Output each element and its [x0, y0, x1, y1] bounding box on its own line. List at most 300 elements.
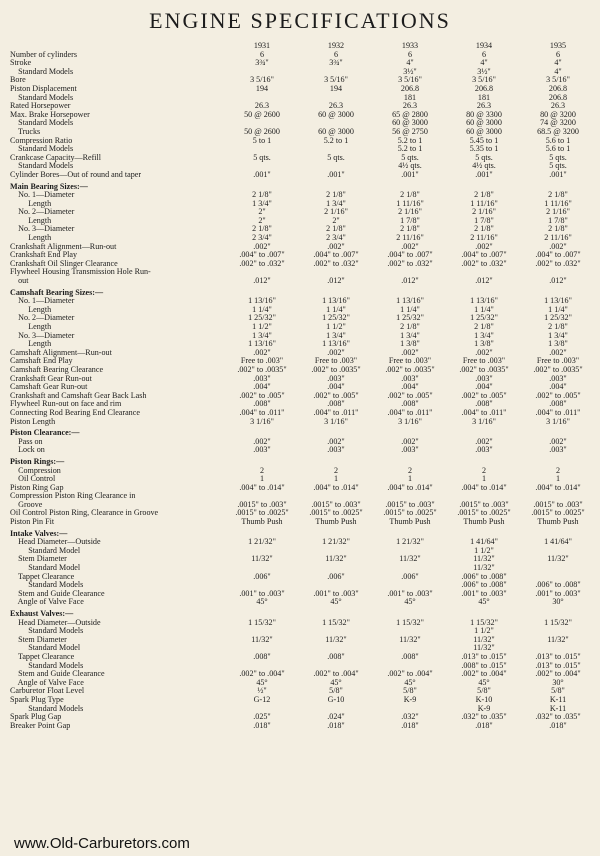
spec-row: [10, 277, 595, 286]
spec-label: Head Diameter—Outside: [10, 538, 101, 547]
spec-value: 5.45 to 1: [469, 136, 499, 145]
spec-value: .032" to .035": [535, 713, 581, 722]
spec-value: 45°: [404, 598, 416, 607]
spec-row: [10, 162, 595, 171]
spec-value: 5/8": [551, 687, 565, 696]
spec-value: [373, 458, 447, 467]
spec-row: [10, 217, 595, 226]
spec-value: 3¾": [255, 59, 269, 68]
spec-value: .032" to .035": [461, 713, 507, 722]
spec-value: 1 3/4": [252, 199, 272, 208]
spec-value: 5/8": [477, 687, 491, 696]
spec-value: 1 1/2": [326, 323, 346, 331]
spec-value: 1 3/4": [400, 331, 420, 340]
spec-row: [10, 200, 595, 209]
spec-value: [521, 458, 595, 467]
spec-row: [10, 59, 595, 68]
spec-value: .002" to .004": [239, 670, 285, 679]
spec-row: [10, 653, 595, 662]
spec-value: .018": [253, 721, 271, 730]
spec-value: 11/32": [473, 555, 495, 564]
spec-value: G-10: [327, 695, 345, 704]
spec-value: .008": [475, 400, 493, 409]
spec-value: 1: [555, 475, 561, 484]
spec-value: 3 5/16": [398, 76, 422, 85]
spec-value: 30°: [552, 598, 564, 607]
spec-label: Main Bearing Sizes:—: [10, 182, 88, 191]
spec-table: [10, 42, 595, 730]
spec-value: [299, 662, 373, 671]
spec-value: .002": [401, 437, 419, 446]
spec-row: [10, 590, 595, 599]
spec-label: No. 3—Diameter: [10, 331, 75, 340]
spec-label: No. 2—Diameter: [10, 314, 75, 323]
spec-value: .006" to .008": [461, 581, 507, 590]
spec-value: .002" to .004": [461, 670, 507, 679]
spec-label: out: [10, 277, 29, 286]
spec-row: [10, 670, 595, 679]
spec-label: Piston Displacement: [10, 84, 77, 93]
spec-value: [373, 662, 447, 671]
spec-value: .013" to .015": [535, 652, 581, 661]
spec-label: Breaker Point Gap: [10, 721, 71, 730]
spec-value: .003": [475, 446, 493, 455]
spec-value: 4½ qts.: [472, 162, 496, 171]
spec-value: 5 qts.: [549, 162, 567, 171]
spec-value: .012": [475, 277, 493, 286]
spec-value: 5 qts.: [475, 153, 493, 162]
spec-value: [225, 183, 299, 192]
spec-row: [10, 418, 595, 427]
spec-value: ½": [257, 687, 267, 696]
spec-value: 4": [480, 59, 488, 68]
spec-value: 2 1/8": [326, 191, 346, 200]
spec-value: 3 1/16": [324, 417, 348, 426]
spec-value: 2 3/4": [252, 234, 272, 243]
spec-value: [521, 627, 595, 636]
spec-value: 2": [258, 208, 266, 217]
spec-value: .002": [327, 348, 345, 357]
spec-row: [10, 357, 595, 366]
spec-value: .002" to .032": [313, 259, 359, 268]
spec-value: Thumb Push: [389, 518, 431, 527]
spec-value: 3 5/16": [472, 76, 496, 85]
spec-row: [10, 446, 595, 455]
spec-value: 6: [333, 50, 339, 59]
spec-value: [225, 610, 299, 619]
spec-value: 5 qts.: [327, 153, 345, 162]
spec-value: .004": [401, 383, 419, 392]
spec-value: [299, 289, 373, 298]
spec-label: Length: [10, 234, 52, 243]
spec-value: 181: [403, 93, 417, 102]
spec-label: Camshaft Gear Run-out: [10, 383, 88, 392]
spec-value: 2 1/8": [548, 323, 568, 331]
spec-label: Oil Control Piston Ring, Clearance in Groove: [10, 509, 159, 518]
spec-label: Piston Length: [10, 417, 56, 426]
spec-row: [10, 366, 595, 375]
spec-label: Stem and Guide Clearance: [10, 670, 105, 679]
spec-value: 50 @ 2600: [244, 127, 280, 136]
spec-value: 2: [481, 466, 487, 475]
spec-value: 1 3/4": [326, 199, 346, 208]
spec-value: .002" to .005": [239, 391, 285, 400]
spec-value: 2 1/16": [546, 208, 570, 217]
spec-value: [373, 183, 447, 192]
spec-rows: [10, 51, 595, 731]
spec-label: Rated Horsepower: [10, 102, 71, 111]
spec-value: .002" to .005": [535, 391, 581, 400]
spec-label: Piston Rings:—: [10, 457, 65, 466]
spec-value: 1 3/4": [474, 331, 494, 340]
spec-value: .002" to .032": [535, 259, 581, 268]
spec-value: 2 1/8": [400, 191, 420, 200]
spec-value: 1 3/4": [252, 331, 272, 340]
spec-value: .008": [253, 652, 271, 661]
spec-value: [299, 268, 373, 277]
spec-value: 26.3: [476, 102, 492, 111]
spec-row: [10, 555, 595, 564]
spec-label: Standard Models: [10, 67, 74, 76]
spec-row: [10, 644, 595, 653]
spec-value: .001": [401, 170, 419, 179]
spec-label: Trucks: [10, 127, 41, 136]
spec-value: [299, 564, 373, 573]
spec-value: .025": [253, 713, 271, 722]
spec-value: .001" to .003": [239, 589, 285, 598]
page-title: ENGINE SPECIFICATIONS: [149, 8, 451, 33]
spec-value: 3¾": [329, 59, 343, 68]
spec-value: 2 1/8": [400, 323, 420, 331]
footer-url: www.Old-Carburetors.com: [14, 835, 190, 852]
spec-value: [225, 627, 299, 636]
spec-value: [225, 547, 299, 556]
spec-label: Standard Models: [10, 162, 74, 171]
spec-row: [10, 76, 595, 85]
spec-row: [10, 154, 595, 163]
spec-value: [521, 268, 595, 277]
spec-value: 2 1/8": [474, 191, 494, 200]
spec-value: 1 15/32": [396, 618, 424, 627]
spec-value: 3 1/16": [546, 417, 570, 426]
spec-value: 45°: [404, 678, 416, 687]
spec-value: .002": [475, 348, 493, 357]
section-header-row: [10, 429, 595, 438]
spec-row: [10, 705, 595, 714]
spec-value: 56 @ 2750: [392, 127, 428, 136]
spec-value: 1 7/8": [400, 216, 420, 225]
spec-row: [10, 581, 595, 590]
spec-value: 1 11/16": [470, 199, 498, 208]
spec-value: [225, 145, 299, 154]
spec-row: [10, 619, 595, 628]
spec-value: 65 @ 2800: [392, 110, 428, 119]
spec-label: Tappet Clearance: [10, 572, 75, 581]
spec-value: .002": [401, 242, 419, 251]
spec-value: K-10: [475, 695, 493, 704]
spec-value: 1 15/32": [544, 618, 572, 627]
spec-value: [225, 530, 299, 539]
spec-value: 2 1/16": [324, 208, 348, 217]
spec-value: .008": [327, 652, 345, 661]
spec-value: .004" to .007": [535, 251, 581, 260]
spec-label: No. 2—Diameter: [10, 208, 75, 217]
spec-value: .002" to .004": [387, 670, 433, 679]
spec-value: 3 1/16": [398, 417, 422, 426]
spec-label: Cylinder Bores—Out of round and taper: [10, 170, 142, 179]
spec-value: .0015" to .0025": [383, 509, 437, 518]
spec-value: .002" to .005": [313, 391, 359, 400]
spec-value: .002" to .032": [239, 259, 285, 268]
spec-row: [10, 85, 595, 94]
spec-value: Free to .003": [462, 357, 506, 366]
spec-value: .012": [549, 277, 567, 286]
spec-label: Standard Model: [10, 644, 81, 653]
spec-value: 26.3: [328, 102, 344, 111]
spec-value: [447, 183, 521, 192]
spec-value: .0015" to .003": [237, 500, 287, 509]
spec-value: .024": [327, 713, 345, 722]
spec-value: [299, 610, 373, 619]
spec-value: [225, 94, 299, 103]
spec-value: .012": [401, 277, 419, 286]
spec-value: 3 5/16": [324, 76, 348, 85]
spec-value: 4": [406, 59, 414, 68]
spec-value: 5.6 to 1: [545, 136, 571, 145]
spec-row: [10, 375, 595, 384]
spec-value: 2 1/8": [474, 323, 494, 331]
spec-value: G-12: [253, 695, 271, 704]
spec-value: [521, 644, 595, 653]
spec-value: [521, 610, 595, 619]
spec-value: Thumb Push: [537, 518, 579, 527]
spec-value: 45°: [256, 598, 268, 607]
spec-label: Angle of Valve Face: [10, 678, 84, 687]
spec-value: 1 1/2": [252, 323, 272, 331]
spec-value: 1 3/8": [474, 340, 494, 349]
spec-value: 45°: [478, 678, 490, 687]
spec-value: [299, 162, 373, 171]
spec-value: [447, 458, 521, 467]
spec-row: [10, 102, 595, 111]
spec-value: [299, 145, 373, 154]
spec-value: 1 25/32": [248, 314, 276, 323]
spec-value: 11/32": [473, 644, 495, 653]
spec-value: 2: [555, 466, 561, 475]
spec-value: 6: [555, 50, 561, 59]
spec-value: 6: [481, 50, 487, 59]
spec-value: 60 @ 3000: [466, 119, 502, 128]
spec-value: 60 @ 3000: [318, 127, 354, 136]
spec-value: 4": [554, 59, 562, 68]
spec-value: .003": [401, 446, 419, 455]
spec-value: 194: [255, 84, 269, 93]
spec-label: Groove: [10, 500, 43, 509]
spec-label: Crankcase Capacity—Refill: [10, 153, 102, 162]
spec-value: 3 5/16": [546, 76, 570, 85]
spec-label: Spark Plug Type: [10, 695, 64, 704]
spec-row: [10, 349, 595, 358]
spec-label: Stem Diameter: [10, 555, 67, 564]
spec-row: [10, 145, 595, 154]
spec-value: .006": [401, 572, 419, 581]
spec-row: [10, 467, 595, 476]
spec-label: Standard Models: [10, 145, 74, 154]
spec-value: Free to .003": [388, 357, 432, 366]
spec-value: .002": [475, 437, 493, 446]
spec-value: 3 1/16": [472, 417, 496, 426]
spec-value: 2": [332, 216, 340, 225]
spec-value: 2 11/16": [396, 234, 424, 243]
spec-label: Head Diameter—Outside: [10, 618, 101, 627]
spec-value: [225, 458, 299, 467]
spec-row: [10, 306, 595, 315]
spec-value: 4½ qts.: [398, 162, 422, 171]
spec-value: 1 13/16": [322, 340, 350, 349]
spec-value: .001": [253, 170, 271, 179]
spec-value: .002": [253, 242, 271, 251]
spec-value: 80 @ 3200: [540, 110, 576, 119]
spec-value: [373, 289, 447, 298]
spec-value: [373, 492, 447, 501]
spec-value: [225, 162, 299, 171]
spec-value: 1 15/32": [248, 618, 276, 627]
spec-row: [10, 713, 595, 722]
spec-value: 2 1/8": [252, 225, 272, 234]
year-header: 1935: [549, 42, 567, 50]
spec-value: .013" to .015": [461, 652, 507, 661]
spec-value: 2 11/16": [470, 234, 498, 243]
spec-value: [225, 644, 299, 653]
spec-row: [10, 636, 595, 645]
section-header-row: [10, 183, 595, 192]
spec-value: 1 25/32": [322, 314, 350, 323]
spec-label: Angle of Valve Face: [10, 598, 84, 607]
year-header: 1932: [327, 42, 345, 50]
spec-value: .008": [401, 652, 419, 661]
section-header-row: [10, 289, 595, 298]
spec-value: .002" to .032": [461, 259, 507, 268]
spec-value: .006": [327, 572, 345, 581]
spec-value: [225, 492, 299, 501]
spec-row: [10, 492, 595, 501]
spec-label: Compression: [10, 466, 61, 475]
spec-value: 1 13/16": [248, 297, 276, 306]
spec-row: [10, 243, 595, 252]
spec-value: 3 5/16": [250, 76, 274, 85]
spec-value: [299, 547, 373, 556]
spec-value: Thumb Push: [315, 518, 357, 527]
spec-value: .004" to .011": [535, 408, 581, 417]
spec-value: 1 25/32": [470, 314, 498, 323]
spec-value: Free to .003": [314, 357, 358, 366]
spec-value: [225, 581, 299, 590]
section-header-row: [10, 530, 595, 539]
spec-row: [10, 191, 595, 200]
spec-label: No. 1—Diameter: [10, 297, 75, 306]
spec-label: Standard Model: [10, 564, 81, 573]
spec-value: .002": [253, 348, 271, 357]
spec-value: [299, 627, 373, 636]
spec-value: .006": [253, 572, 271, 581]
spec-value: 2 1/16": [398, 208, 422, 217]
spec-label: No. 1—Diameter: [10, 191, 75, 200]
spec-row: [10, 679, 595, 688]
spec-value: .004": [549, 383, 567, 392]
spec-value: .012": [253, 277, 271, 286]
spec-value: 1 13/16": [470, 297, 498, 306]
spec-value: 1 15/32": [470, 618, 498, 627]
spec-value: 2 1/8": [400, 225, 420, 234]
spec-value: .002" to .004": [535, 670, 581, 679]
spec-value: Thumb Push: [463, 518, 505, 527]
spec-value: [373, 429, 447, 438]
spec-value: 60 @ 3000: [392, 119, 428, 128]
spec-row: [10, 323, 595, 332]
spec-value: .004": [253, 383, 271, 392]
spec-value: 1 13/16": [322, 297, 350, 306]
spec-row: [10, 332, 595, 341]
spec-row: [10, 564, 595, 573]
spec-row: [10, 484, 595, 493]
section-header-row: [10, 458, 595, 467]
spec-label: Carburetor Float Level: [10, 687, 85, 696]
spec-label: Crankshaft Alignment—Run-out: [10, 242, 117, 251]
spec-value: 5.6 to 1: [545, 145, 571, 154]
spec-value: .002": [327, 437, 345, 446]
spec-value: 206.8: [548, 84, 568, 93]
spec-row: [10, 225, 595, 234]
spec-value: [373, 627, 447, 636]
spec-value: 11/32": [399, 635, 421, 644]
spec-value: 1 21/32": [248, 538, 276, 547]
spec-value: [225, 268, 299, 277]
spec-value: K-11: [549, 704, 567, 713]
spec-value: 2: [407, 466, 413, 475]
spec-value: [225, 68, 299, 77]
spec-value: [521, 429, 595, 438]
spec-label: Bore: [10, 76, 26, 85]
spec-value: 206.8: [548, 93, 568, 102]
spec-value: [521, 530, 595, 539]
spec-value: 11/32": [325, 635, 347, 644]
spec-value: .004" to .011": [239, 408, 285, 417]
spec-label: Length: [10, 323, 52, 331]
spec-value: [373, 547, 447, 556]
spec-label: No. 3—Diameter: [10, 225, 75, 234]
spec-row: [10, 68, 595, 77]
spec-value: .004" to .014": [461, 483, 507, 492]
spec-value: .001": [549, 170, 567, 179]
spec-value: .004": [327, 383, 345, 392]
spec-value: [299, 429, 373, 438]
spec-value: .002": [549, 437, 567, 446]
spec-value: [299, 581, 373, 590]
spec-value: 45°: [330, 678, 342, 687]
spec-row: [10, 475, 595, 484]
spec-row: [10, 687, 595, 696]
spec-value: [521, 289, 595, 298]
spec-value: [447, 492, 521, 501]
spec-value: [447, 530, 521, 539]
spec-row: [10, 314, 595, 323]
spec-value: 1: [481, 475, 487, 484]
spec-value: [447, 289, 521, 298]
spec-row: [10, 340, 595, 349]
spec-value: .002": [253, 437, 271, 446]
spec-value: 11/32": [547, 555, 569, 564]
spec-value: [299, 644, 373, 653]
